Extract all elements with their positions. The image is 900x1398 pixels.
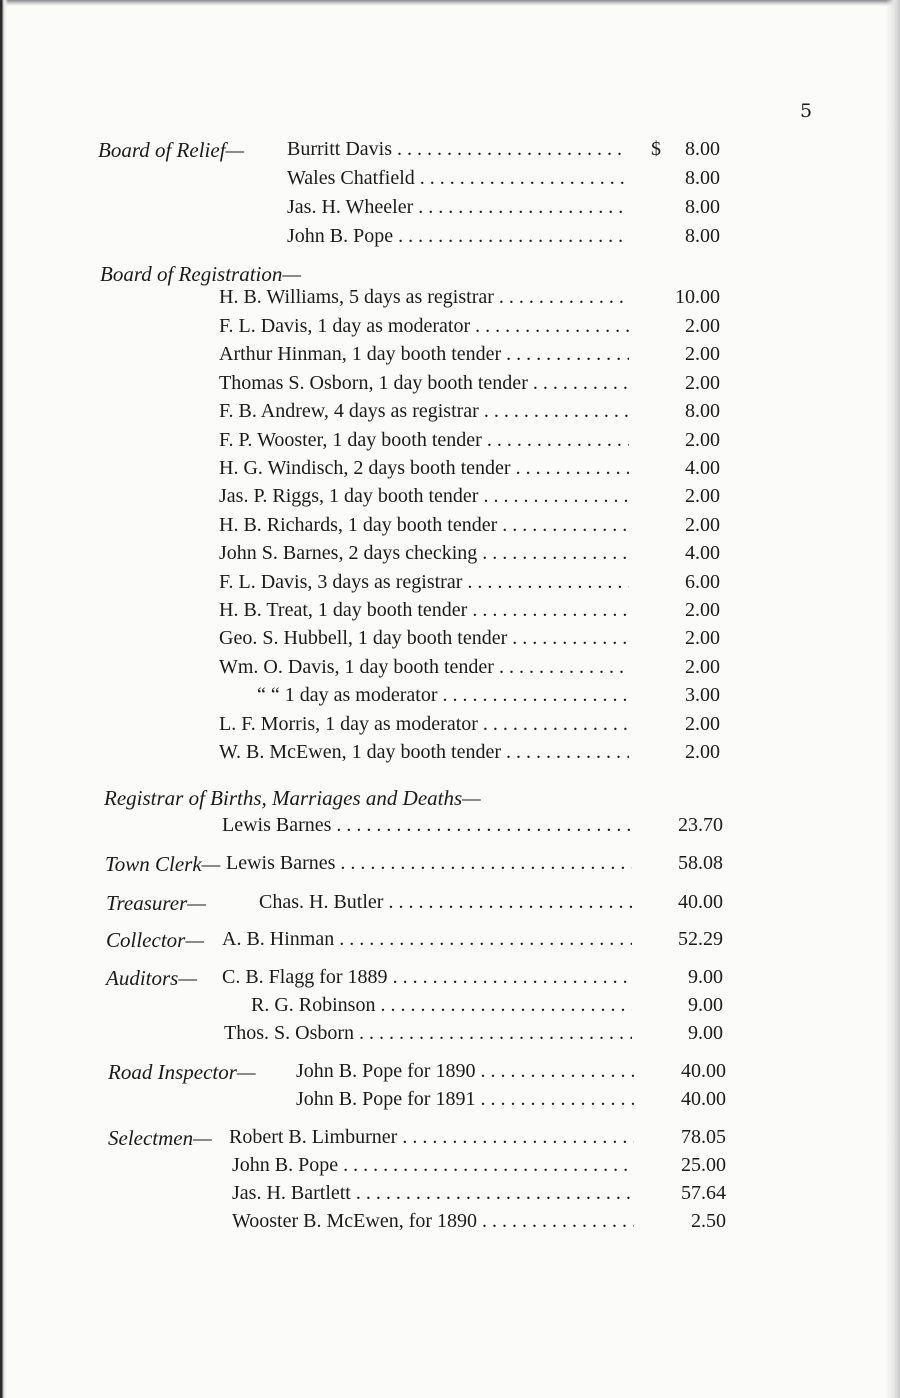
entry-name: John B. Pope for 1891 . . . (296, 1088, 634, 1111)
ledger-row (0, 814, 900, 842)
entry-amount: 8.00 (685, 138, 720, 160)
entry-name: Thos. S. Osborn . . . (224, 1022, 632, 1045)
entry-name: Lewis Barnes . . . (226, 852, 632, 875)
entry-name: F. P. Wooster, 1 day booth tender . . . (219, 429, 629, 452)
section-heading-town-clerk: Town Clerk— (105, 852, 221, 876)
entry-name: Wales Chatfield . . . (287, 167, 627, 190)
entry-name: John B. Pope . . . (287, 225, 627, 248)
ledger-row (0, 1154, 900, 1182)
ledger-row (0, 400, 900, 428)
ledger-row (0, 786, 900, 814)
ledger-row (0, 315, 900, 343)
entry-amount: 58.08 (678, 852, 723, 874)
entry-amount: 40.00 (681, 1088, 726, 1110)
entry-amount: 4.00 (685, 457, 720, 479)
ledger-row (0, 599, 900, 627)
ledger-row (0, 571, 900, 599)
entry-name: C. B. Flagg for 1889 . . . (222, 966, 632, 989)
entry-amount: 25.00 (681, 1154, 726, 1176)
ledger-row (0, 928, 900, 956)
ledger-row (0, 196, 900, 224)
ledger-row (0, 542, 900, 570)
entry-amount: 10.00 (675, 286, 720, 308)
ledger-row (0, 457, 900, 485)
ledger-row (0, 684, 900, 712)
entry-name: Arthur Hinman, 1 day booth tender . . . (219, 343, 629, 366)
entry-amount: 3.00 (685, 684, 720, 706)
section-heading-board-of-relief: Board of Relief— (98, 138, 245, 162)
entry-name: Jas. H. Bartlett . . . (232, 1182, 634, 1205)
entry-amount: 2.00 (685, 315, 720, 337)
entry-name: H. G. Windisch, 2 days booth tender . . . (219, 457, 629, 480)
entry-amount: 2.00 (685, 514, 720, 536)
entry-name: Chas. H. Butler . . . (259, 891, 632, 914)
ledger-row (0, 429, 900, 457)
page-top-edge (0, 0, 900, 6)
currency-symbol: $ (651, 138, 661, 160)
ledger-row (0, 1210, 900, 1238)
ledger-row (0, 138, 900, 166)
entry-amount: 2.00 (685, 713, 720, 735)
entry-name: Jas. H. Wheeler . . . (287, 196, 627, 219)
entry-amount: 2.00 (685, 429, 720, 451)
entry-amount: 2.00 (685, 485, 720, 507)
ledger-row (0, 1022, 900, 1050)
entry-name: L. F. Morris, 1 day as moderator . . . (219, 713, 629, 736)
entry-amount: 2.00 (685, 656, 720, 678)
ledger-row (0, 1088, 900, 1116)
entry-amount: 8.00 (685, 167, 720, 189)
entry-name: Jas. P. Riggs, 1 day booth tender . . . (219, 485, 629, 508)
entry-amount: 2.00 (685, 627, 720, 649)
ledger-row (0, 994, 900, 1022)
ledger-row (0, 1060, 900, 1088)
page-number: 5 (800, 100, 813, 122)
entry-name: John S. Barnes, 2 days checking . . . (219, 542, 629, 565)
entry-amount: 52.29 (678, 928, 723, 950)
ledger-row (0, 713, 900, 741)
entry-name: John B. Pope for 1890 . . . (296, 1060, 634, 1083)
ledger-row (0, 627, 900, 655)
entry-amount: 4.00 (685, 542, 720, 564)
entry-name: F. L. Davis, 3 days as registrar . . . (219, 571, 629, 594)
entry-amount: 2.00 (685, 343, 720, 365)
entry-name: A. B. Hinman . . . (222, 928, 632, 951)
ledger-row (0, 485, 900, 513)
entry-amount: 9.00 (688, 1022, 723, 1044)
ledger-row (0, 167, 900, 195)
entry-name: F. B. Andrew, 4 days as registrar . . . (219, 400, 629, 423)
entry-amount: 40.00 (678, 891, 723, 913)
entry-name: Geo. S. Hubbell, 1 day booth tender . . . (219, 627, 629, 650)
entry-amount: 40.00 (681, 1060, 726, 1082)
entry-amount: 9.00 (688, 994, 723, 1016)
entry-name: Burritt Davis . . . (287, 138, 627, 161)
ledger-row (0, 514, 900, 542)
ledger-row (0, 852, 900, 880)
section-heading-road-inspector: Road Inspector— (108, 1060, 256, 1084)
entry-name: Wooster B. McEwen, for 1890 . . . (232, 1210, 634, 1233)
entry-amount: 2.00 (685, 372, 720, 394)
section-heading-registrar-births: Registrar of Births, Marriages and Deaths— (104, 786, 481, 810)
ledger-row (0, 966, 900, 994)
ledger-row (0, 372, 900, 400)
entry-name: Wm. O. Davis, 1 day booth tender . . . (219, 656, 629, 679)
section-heading-treasurer: Treasurer— (106, 891, 206, 915)
entry-amount: 2.00 (685, 741, 720, 763)
entry-name: Thomas S. Osborn, 1 day booth tender . . . (219, 372, 629, 395)
entry-amount: 2.00 (685, 599, 720, 621)
entry-name: H. B. Treat, 1 day booth tender . . . (219, 599, 629, 622)
entry-name: H. B. Williams, 5 days as registrar . . . (219, 286, 629, 309)
section-heading-board-of-registration: Board of Registration— (100, 262, 302, 286)
entry-amount: 9.00 (688, 966, 723, 988)
section-heading-selectmen: Selectmen— (108, 1126, 212, 1150)
ledger-row (0, 225, 900, 253)
section-heading-collector: Collector— (106, 928, 204, 952)
ledger-row (0, 1182, 900, 1210)
entry-amount: 8.00 (685, 196, 720, 218)
ledger-row (0, 656, 900, 684)
entry-amount: 8.00 (685, 400, 720, 422)
entry-amount: 57.64 (681, 1182, 726, 1204)
entry-name: John B. Pope . . . (232, 1154, 634, 1177)
ledger-row (0, 741, 900, 769)
ledger-row (0, 286, 900, 314)
ledger-row (0, 891, 900, 919)
entry-name: F. L. Davis, 1 day as moderator . . . (219, 315, 629, 338)
entry-name: Robert B. Limburner . . . (229, 1126, 634, 1149)
entry-amount: 23.70 (678, 814, 723, 836)
entry-amount: 8.00 (685, 225, 720, 247)
entry-name: W. B. McEwen, 1 day booth tender . . . (219, 741, 629, 764)
entry-amount: 78.05 (681, 1126, 726, 1148)
entry-name: Lewis Barnes . . . (222, 814, 632, 837)
section-heading-auditors: Auditors— (106, 966, 198, 990)
entry-amount: 6.00 (685, 571, 720, 593)
entry-name: “ “ 1 day as moderator . . . (257, 684, 629, 707)
ledger-row (0, 343, 900, 371)
entry-name: H. B. Richards, 1 day booth tender . . . (219, 514, 629, 537)
ledger-row (0, 1126, 900, 1154)
entry-name: R. G. Robinson . . . (251, 994, 632, 1017)
entry-amount: 2.50 (691, 1210, 726, 1232)
